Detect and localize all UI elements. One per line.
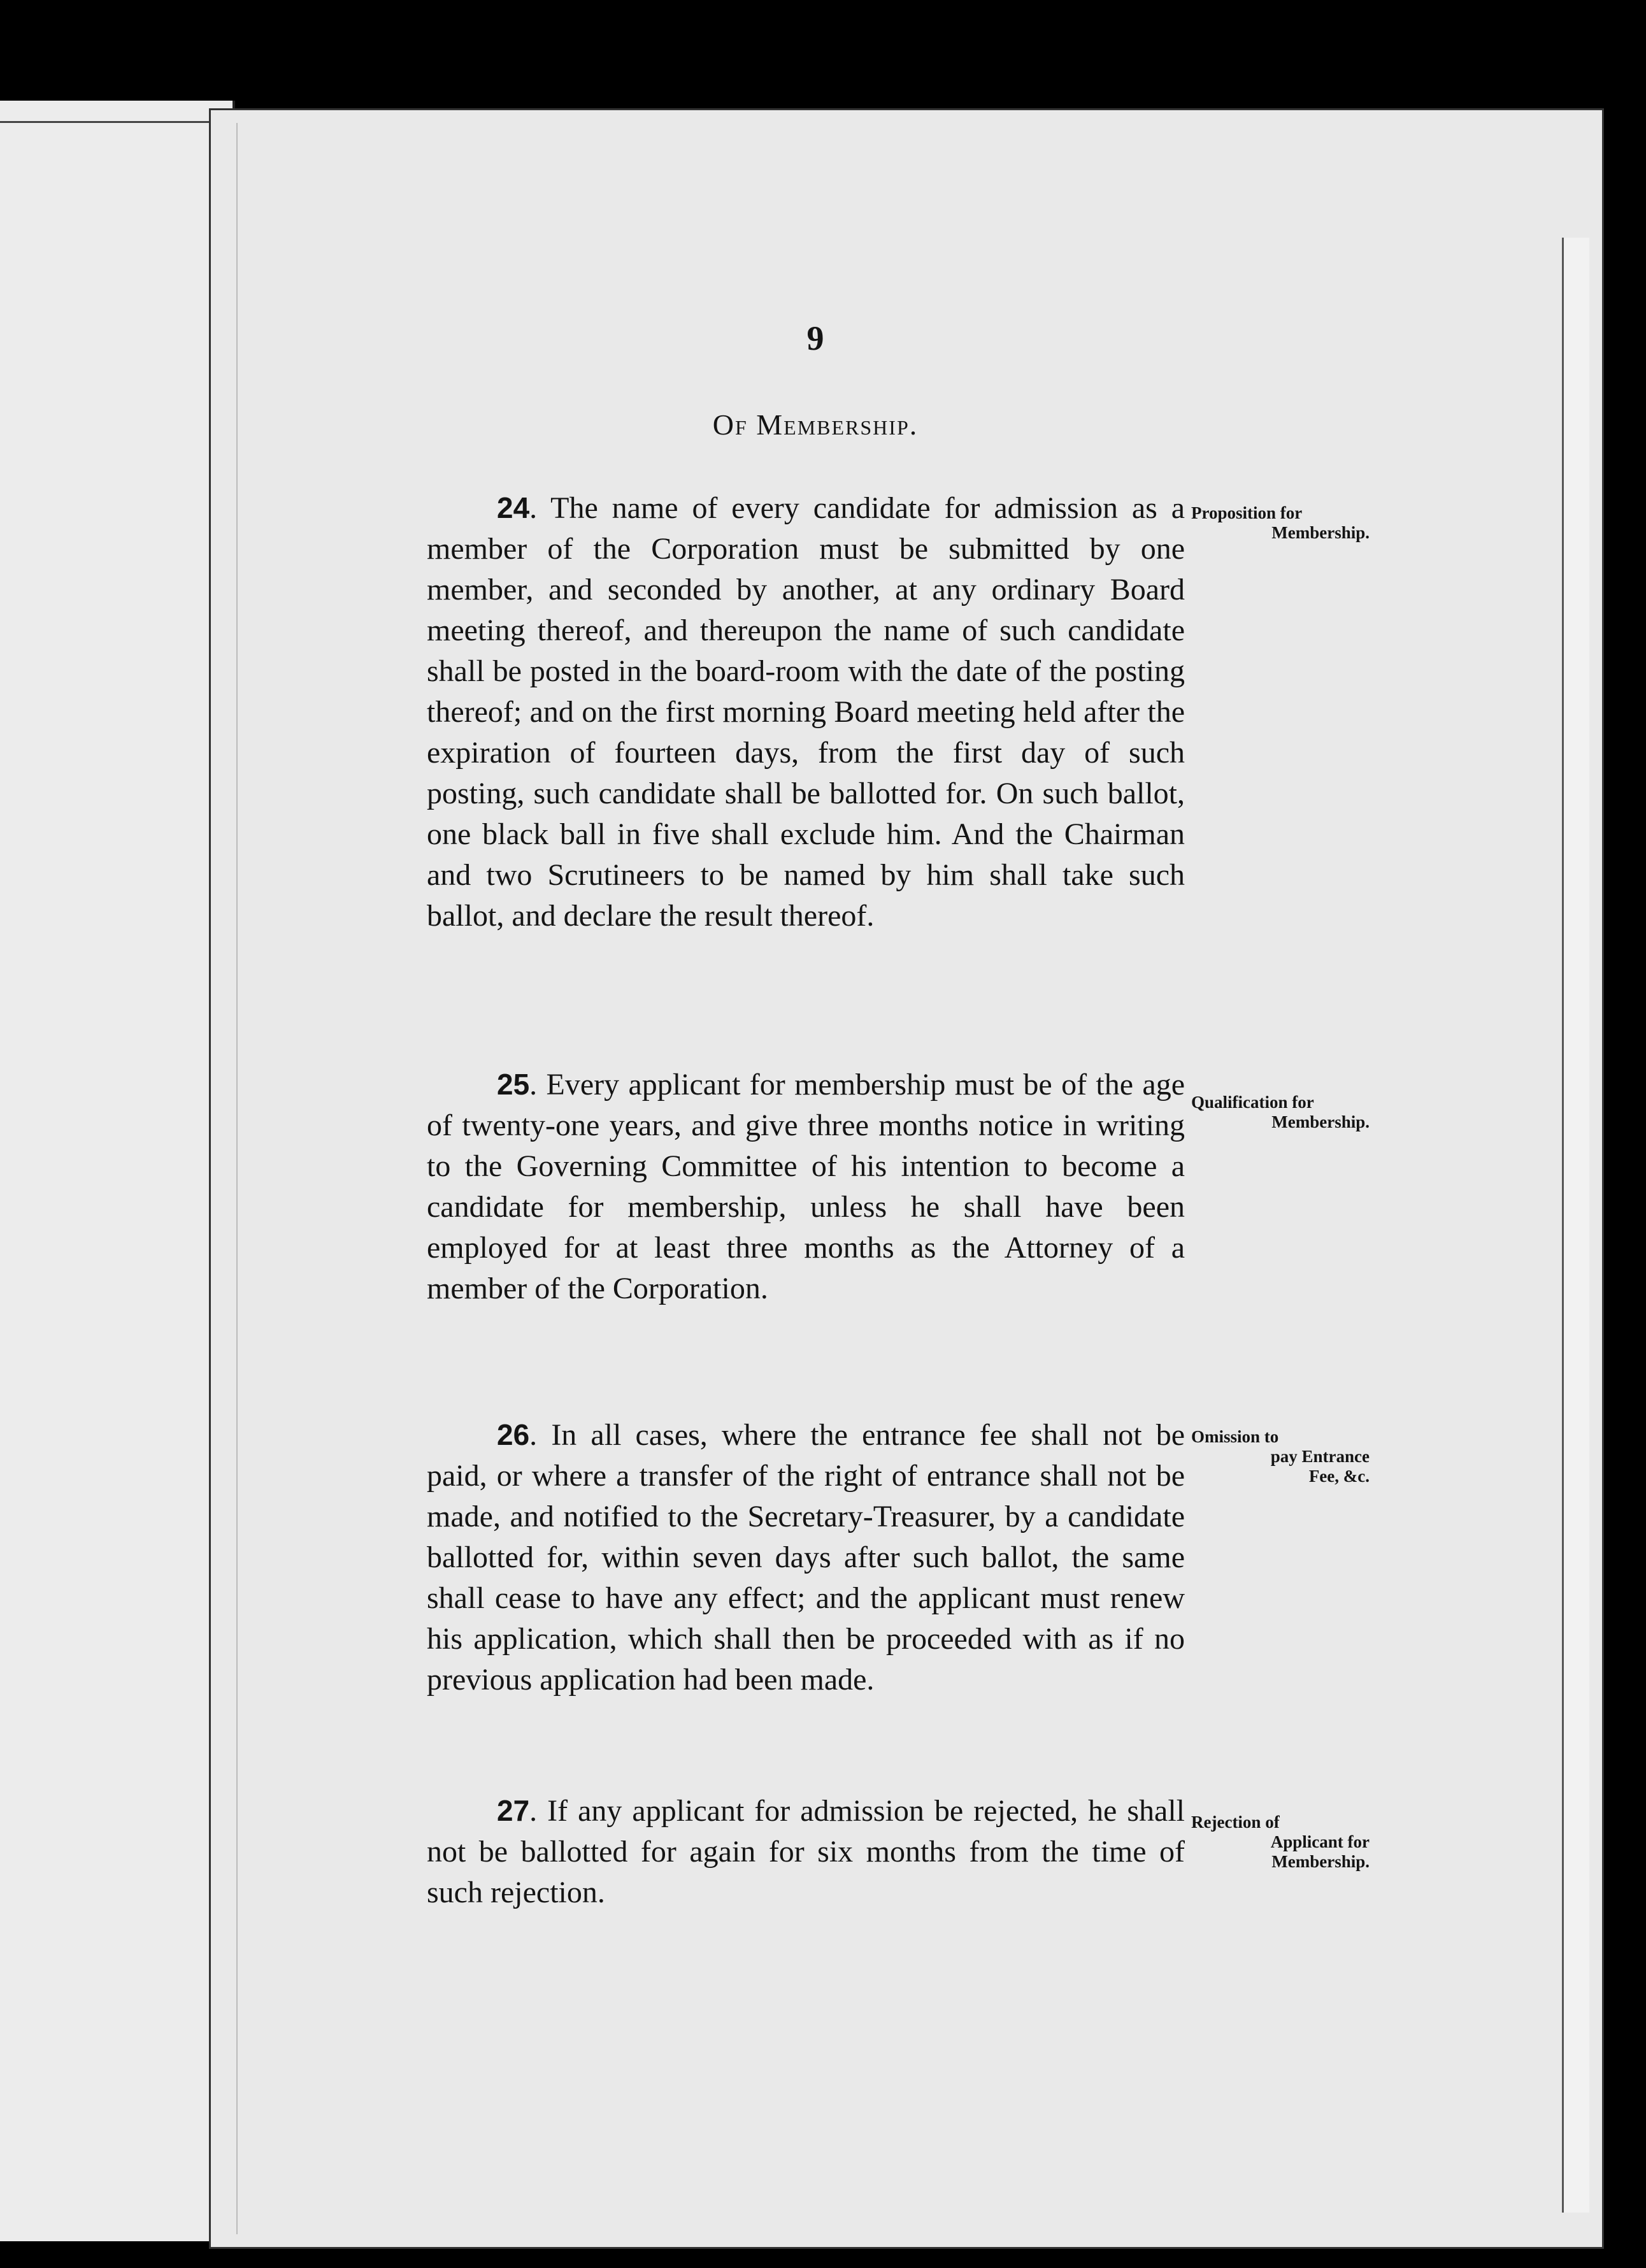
paragraph-24: 24. The name of every candidate for admission as a member of the Corporation must be submitted by one member, and seconded by another, at any ordinary Board meeting thereof, and thereupon the name of such candidate shall be posted in the board-room with the date of the posting thereof; and on the first morning Board meeting held after the expiration of fourteen days, from the first day of such posting, such candidate shall be ballotted for. On such ballot, one black ball in five shall exclude him. And the Chairman and two Scrutineers to be named by him shall take such ballot, and declare the result thereof. — [427, 491, 1185, 933]
sidenote-line: Rejection of — [1191, 1812, 1280, 1832]
sidenote-line: Omission to — [1191, 1427, 1279, 1446]
sidenote-line: Qualification for — [1191, 1093, 1314, 1112]
paragraph-text: If any applicant for admission be rejected, he shall not be ballotted for again for six months from the time of such rejection. — [427, 1794, 1185, 1909]
sidenote-line: Membership. — [1271, 523, 1370, 542]
paragraph-number: 24 — [497, 491, 530, 524]
sidenote-line: Membership. — [1271, 1852, 1370, 1871]
sidenote-line: Fee, &c. — [1308, 1467, 1370, 1486]
sidenote-line: pay Entrance — [1270, 1447, 1370, 1466]
scan-mark-icon: ▾ — [723, 2227, 733, 2248]
paragraph-27: 27. If any applicant for admission be rejected, he shall not be ballotted for again for six months from the time of such rejection. — [427, 1794, 1185, 1909]
paragraph-text: The name of every candidate for admission as a member of the Corporation must be submitted by one member, and seconded by another, at any ordinary Board meeting thereof, and thereupon the name of such candidate shall be posted in the board-room with the date of the posting thereof; and on the first morning Board meeting held after the expiration of fourteen days, from the first day of such posting, such candidate shall be ballotted for. On such ballot, one black ball in five shall exclude him. And the Chairman and two Scrutineers to be named by him shall take such ballot, and declare the result thereof. — [427, 491, 1185, 933]
page-fore-edge — [1562, 238, 1589, 2213]
paragraph-number: 25 — [497, 1068, 530, 1101]
paragraph-number: 27 — [497, 1794, 530, 1827]
sidenote-rejection — [1191, 1812, 1370, 1872]
sidenote-qualification — [1191, 1093, 1370, 1132]
paragraph-number: 26 — [497, 1418, 530, 1451]
paragraph-25: 25. Every applicant for membership must be of the age of twenty-one years, and give three months notice in writing to the Governing Committee of his intention to become a candidate for membership, unless he shall have been employed for at least three months as the Attorney of a member of the Corporation. — [427, 1068, 1185, 1305]
sidenote-proposition — [1191, 503, 1370, 543]
paragraph-26: 26. In all cases, where the entrance fee shall not be paid, or where a transfer of the right of entrance shall not be made, and notified to the Secretary-Treasurer, by a candidate ballotted for, within seven days after such ballot, the same shall cease to have any effect; and the applicant must renew his application, which shall then be proceeded with as if no previous application had been made. — [427, 1418, 1185, 1697]
section-title: Of Membership. — [712, 408, 919, 441]
left-page-edge — [0, 101, 235, 2241]
paragraph-text: Every applicant for membership must be of the age of twenty-one years, and give three months notice in writing to the Governing Committee of his intention to become a candidate for membership, unless he shall have been employed for at least three months as the Attorney of a member of the Corporation. — [427, 1068, 1185, 1305]
paragraph-text: In all cases, where the entrance fee shall not be paid, or where a transfer of the right of entrance shall not be made, and notified to the Secretary-Treasurer, by a candidate ballotted for, within seven days after such ballot, the same shall cease to have any effect; and the applicant must renew his application, which shall then be proceeded with as if no previous application had been made. — [427, 1418, 1185, 1697]
sidenote-line: Proposition for — [1191, 503, 1303, 522]
page-number: 9 — [806, 319, 824, 357]
sidenote-line: Membership. — [1271, 1112, 1370, 1131]
sidenote-omission — [1191, 1427, 1370, 1486]
left-page-rule — [0, 121, 233, 123]
sidenote-line: Applicant for — [1270, 1832, 1370, 1851]
